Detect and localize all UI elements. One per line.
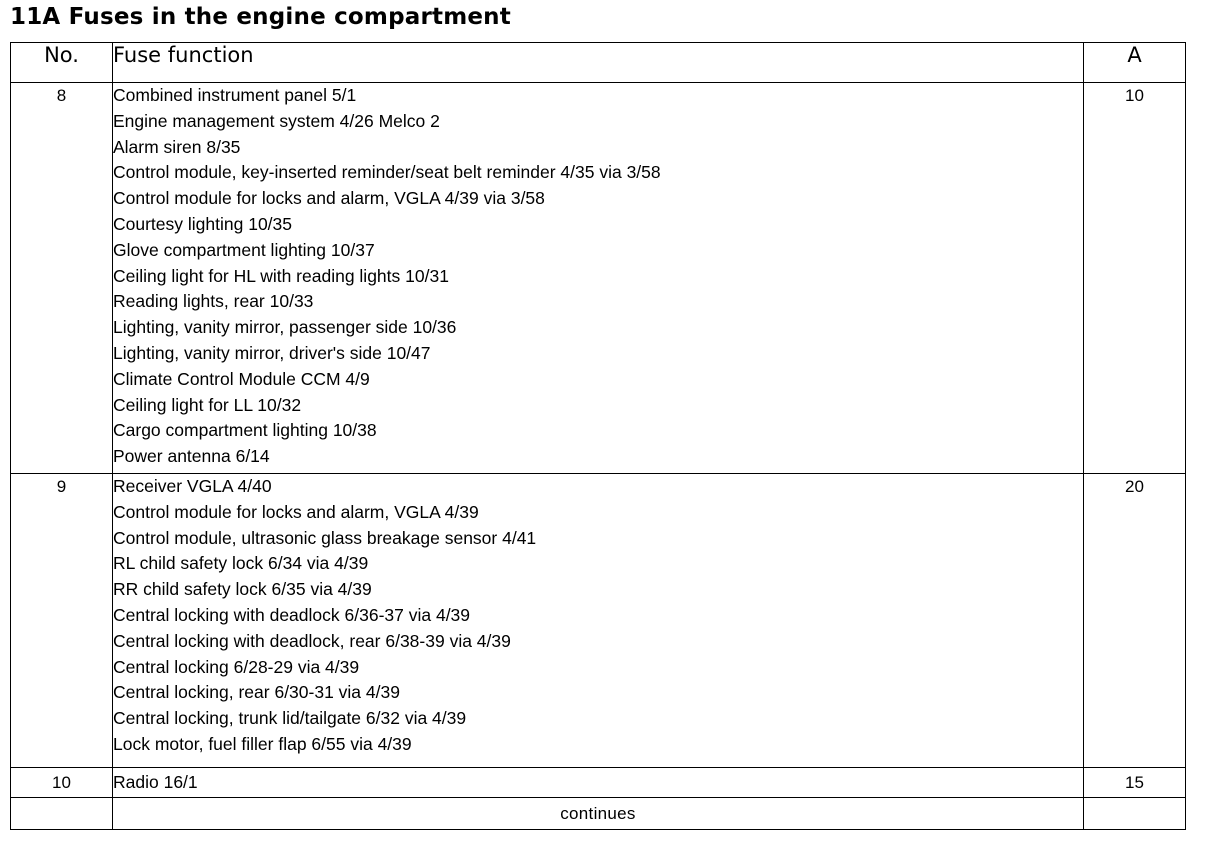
fuse-number: 8 bbox=[11, 83, 113, 474]
column-header-function: Fuse function bbox=[113, 43, 1084, 83]
fuse-amperage: 10 bbox=[1084, 83, 1186, 474]
fuse-function-item: Central locking with deadlock 6/36-37 via 4/39 bbox=[113, 604, 471, 625]
fuse-function-item: Climate Control Module CCM 4/9 bbox=[113, 368, 370, 389]
fuse-function-list bbox=[113, 474, 1084, 768]
fuse-row-8 bbox=[11, 83, 1186, 474]
fuse-function-item: Alarm siren 8/35 bbox=[113, 136, 241, 157]
fuse-function-item: Cargo compartment lighting 10/38 bbox=[113, 420, 377, 441]
fuse-function-item: Lock motor, fuel filler flap 6/55 via 4/39 bbox=[113, 733, 412, 754]
table-header-row bbox=[11, 43, 1186, 83]
page-title: 11A Fuses in the engine compartment bbox=[10, 4, 511, 30]
empty-cell bbox=[11, 798, 113, 830]
fuse-function-item: Control module for locks and alarm, VGLA 4/39 bbox=[113, 501, 479, 522]
fuse-function-item: Engine management system 4/26 Melco 2 bbox=[113, 110, 440, 131]
fuse-function-item: RR child safety lock 6/35 via 4/39 bbox=[113, 579, 372, 600]
fuse-number: 10 bbox=[11, 768, 113, 798]
fuse-function-list bbox=[113, 83, 1084, 474]
fuse-function-item: Ceiling light for HL with reading lights 10/31 bbox=[113, 265, 449, 286]
fuse-function-item: Radio 16/1 bbox=[113, 771, 198, 792]
fuse-function-item: Control module, ultrasonic glass breakage sensor 4/41 bbox=[113, 527, 537, 548]
fuse-function-item: Central locking, rear 6/30-31 via 4/39 bbox=[113, 682, 400, 703]
column-header-amps: A bbox=[1084, 43, 1186, 83]
fuse-function-item: Combined instrument panel 5/1 bbox=[113, 85, 357, 105]
fuse-function-item: Lighting, vanity mirror, passenger side 10/36 bbox=[113, 317, 457, 338]
fuse-function-item: Control module for locks and alarm, VGLA 4/39 via 3/58 bbox=[113, 188, 545, 209]
fuse-function-item: RL child safety lock 6/34 via 4/39 bbox=[113, 553, 369, 574]
continues-row bbox=[11, 798, 1186, 830]
fuse-function-list bbox=[113, 768, 1084, 798]
fuse-function-item: Central locking, trunk lid/tailgate 6/32 via 4/39 bbox=[113, 708, 467, 729]
fuse-function-item: Central locking 6/28-29 via 4/39 bbox=[113, 656, 360, 677]
fuse-row-10 bbox=[11, 768, 1186, 798]
fuse-function-item: Central locking with deadlock, rear 6/38-39 via 4/39 bbox=[113, 630, 511, 651]
column-header-no: No. bbox=[11, 43, 113, 83]
fuse-function-item: Glove compartment lighting 10/37 bbox=[113, 239, 375, 260]
fuse-number: 9 bbox=[11, 474, 113, 768]
fuse-amperage: 20 bbox=[1084, 474, 1186, 768]
fuse-table bbox=[10, 42, 1186, 830]
fuse-row-9 bbox=[11, 474, 1186, 768]
fuse-function-item: Ceiling light for LL 10/32 bbox=[113, 394, 302, 415]
continues-note: continues bbox=[113, 798, 1084, 830]
fuse-function-item: Control module, key-inserted reminder/seat belt reminder 4/35 via 3/58 bbox=[113, 162, 661, 183]
fuse-function-item: Lighting, vanity mirror, driver's side 10/47 bbox=[113, 342, 431, 363]
fuse-function-item: Reading lights, rear 10/33 bbox=[113, 291, 314, 312]
empty-cell bbox=[1084, 798, 1186, 830]
fuse-function-item: Courtesy lighting 10/35 bbox=[113, 213, 292, 234]
fuse-function-item: Receiver VGLA 4/40 bbox=[113, 476, 272, 496]
fuse-function-item: Power antenna 6/14 bbox=[113, 446, 270, 467]
fuse-amperage: 15 bbox=[1084, 768, 1186, 798]
